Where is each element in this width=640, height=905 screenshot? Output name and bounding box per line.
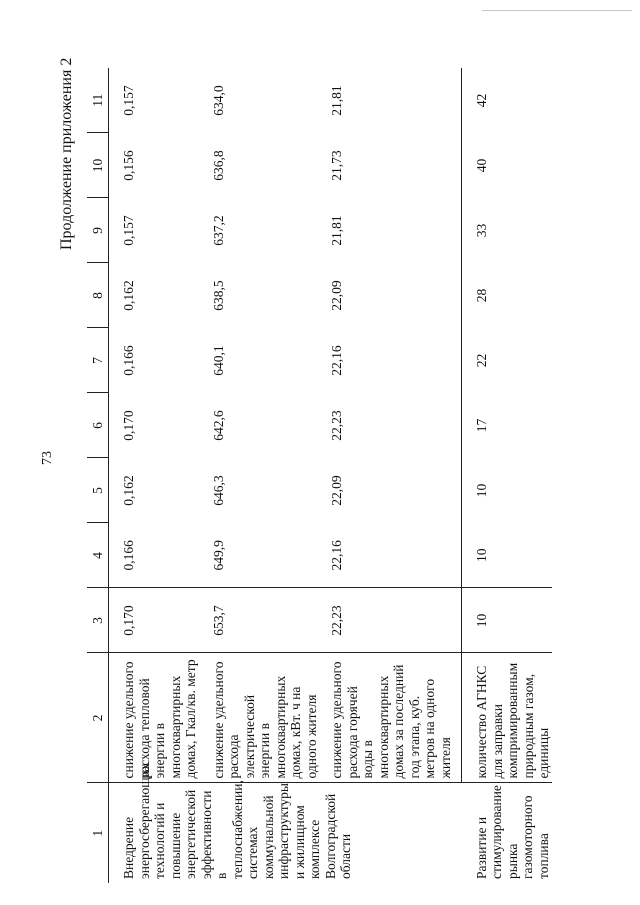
value-cell: 22,09: [319, 458, 462, 523]
value-cell: 0,162: [121, 280, 136, 311]
col-header: 7: [87, 328, 109, 393]
value-cell: 653,7: [199, 588, 320, 653]
value-cell: 22,23: [319, 393, 462, 458]
value-cell: 22,16: [319, 328, 462, 393]
page-number: 73: [40, 451, 55, 465]
value-cell: 0,162: [121, 475, 136, 506]
value-cell: 28: [474, 288, 489, 303]
value-cell: 10: [474, 483, 489, 498]
value-cell: 10: [462, 588, 552, 653]
section-category-cell: Внедрение энергосберегающих технологий и повышение энергетической эффективности в теплоснабжении, системах коммунальной инфраструктуры и жилищном комплексе Волгоградской области: [109, 783, 462, 883]
value-cell: 10: [474, 548, 489, 562]
indicator-cell: количество АГНКС для заправки компримированным природным газом, единицы: [462, 653, 552, 783]
value-cell: 22,16: [319, 523, 462, 588]
indicator-cell: снижение удельного расхода горячей воды в многоквартирных домах за последний год этапа, куб. метров на одного жителя: [319, 653, 462, 783]
data-table: [87, 68, 552, 883]
value-cell: 22,09: [319, 263, 462, 328]
value-cell: 17: [474, 418, 489, 433]
col-header: 10: [87, 133, 109, 198]
value-cell: 649,9: [210, 540, 226, 571]
value-cell: 0,156: [121, 150, 136, 181]
value-cell: 0,170: [121, 410, 136, 441]
value-cell: 21,81: [319, 198, 462, 263]
col-header: 9: [87, 198, 109, 263]
value-cell: 637,2: [210, 215, 226, 246]
value-cell: 0,157: [121, 215, 136, 246]
col-header: 8: [87, 263, 109, 328]
continuation-caption: Продолжение приложения 2: [58, 57, 75, 250]
value-cell: 40: [474, 158, 489, 173]
indicator-cell: снижение удельного расхода тепловой энергии в многоквартирных домах, Гкал/кв. метр: [109, 653, 199, 783]
value-cell: 21,81: [319, 68, 462, 133]
col-header: 6: [87, 393, 109, 458]
value-cell: 0,166: [121, 345, 136, 376]
value-cell: 42: [474, 93, 489, 108]
col-header: 4: [87, 523, 109, 588]
col-header: 11: [87, 68, 109, 133]
value-cell: 0,157: [121, 85, 136, 116]
section-category-cell: Развитие и стимулирование рынка газомоторного топлива: [462, 783, 552, 883]
value-cell: 640,1: [210, 345, 226, 376]
table-row: [319, 68, 462, 883]
col-header: 3: [87, 588, 109, 653]
value-cell: 638,5: [210, 280, 226, 311]
value-cell: 634,0: [210, 85, 226, 116]
value-cell: 0,170: [109, 588, 199, 653]
col-header: 5: [87, 458, 109, 523]
col-header: 1: [87, 783, 109, 883]
value-cell: 0,166: [121, 540, 136, 571]
value-cell: 636,8: [210, 150, 226, 181]
indicator-cell: снижение удельного расхода электрической энергии в многоквартирных домах, кВт. ч на одного жителя: [199, 653, 320, 783]
table-header-row: [87, 68, 109, 883]
value-cell: 646,3: [210, 475, 226, 506]
table-row: [199, 68, 320, 883]
value-cell: 33: [474, 223, 489, 238]
value-cell: 22,23: [319, 588, 462, 653]
value-cell: 642,6: [210, 410, 226, 441]
table-row: [109, 68, 199, 883]
col-header: 2: [87, 653, 109, 783]
value-cell: 22: [474, 353, 489, 368]
value-cell: 21,73: [319, 133, 462, 198]
table-row: [462, 68, 552, 883]
